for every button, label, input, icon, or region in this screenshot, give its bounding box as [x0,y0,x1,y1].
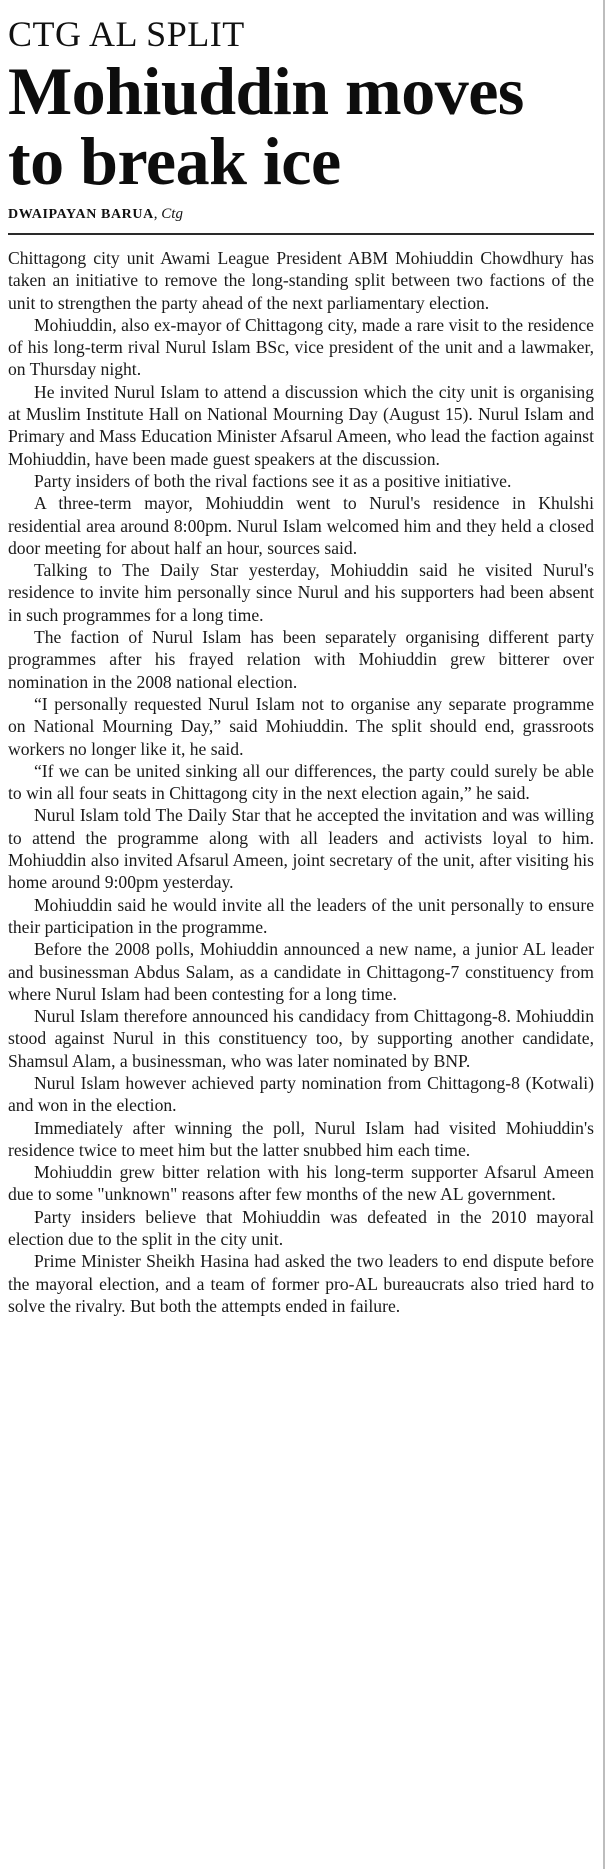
article [8,14,594,1317]
paragraph: Chittagong city unit Awami League President ABM Mohiuddin Chowdhury has taken an initiative to remove the long-standing split between two factions of the unit to strengthen the party ahead of the next parliamentary election. [8,248,594,313]
headline: Mohiuddin moves to break ice [8,53,524,199]
paragraph: Nurul Islam therefore announced his candidacy from Chittagong-8. Mohiuddin stood against Nurul in this constituency too, by supporting another candidate, Shamsul Alam, a businessman, who was later nominated by BNP. [8,1006,594,1071]
paragraph: “I personally requested Nurul Islam not to organise any separate programme on National Mourning Day,” said Mohiuddin. The split should end, grassroots workers no longer like it, he said. [8,693,594,759]
paragraph: Mohiuddin, also ex-mayor of Chittagong city, made a rare visit to the residence of his long-term rival Nurul Islam BSc, vice president of the unit and a lawmaker, on Thursday night. [8,314,594,380]
paragraph: Mohiuddin said he would invite all the leaders of the unit personally to ensure their participation in the programme. [8,894,594,937]
byline-location: Ctg [161,206,183,222]
paragraph: Party insiders of both the rival factions see it as a positive initiative. [34,470,512,491]
byline-author: DWAIPAYAN BARUA [8,207,154,222]
paragraph: Immediately after winning the poll, Nurul Islam had visited Mohiuddin's residence twice to meet him but the latter snubbed him each time. [8,1117,594,1160]
paragraph: Before the 2008 polls, Mohiuddin announced a new name, a junior AL leader and businessman Abdus Salam, as a candidate in Chittagong-7 constituency from where Nurul Islam had been contesting for a long time. [8,939,594,1004]
paragraph: Party insiders believe that Mohiuddin was defeated in the 2010 mayoral election due to the split in the city unit. [8,1206,594,1250]
kicker: CTG AL SPLIT [8,14,245,54]
paragraph: Prime Minister Sheikh Hasina had asked the two leaders to end dispute before the mayoral election, and a team of former pro-AL bureaucrats also tried hard to solve the rivalry. But both the attempts ended in failure. [8,1251,594,1316]
paragraph: A three-term mayor, Mohiuddin went to Nurul's residence in Khulshi residential area around 8:00pm. Nurul Islam welcomed him and they held a closed door meeting for about half an hour, sources said. [8,493,594,558]
paragraph: Nurul Islam told The Daily Star that he accepted the invitation and was willing to attend the programme along with all leaders and activists loyal to him. Mohiuddin also invited Afsarul Ameen, joint secretary of the unit, after visiting his home around 9:00pm yesterday. [8,805,594,893]
byline-rule [8,233,594,235]
paragraph: Nurul Islam however achieved party nomination from Chittagong-8 (Kotwali) and won in the election. [8,1072,594,1116]
paragraph: The faction of Nurul Islam has been separately organising different party programmes after his frayed relation with Mohiuddin grew bitterer over nomination in the 2008 national election. [8,627,594,692]
article-body [8,247,594,1317]
byline-separator: , [153,206,162,222]
paragraph: He invited Nurul Islam to attend a discussion which the city unit is organising at Muslim Institute Hall on National Mourning Day (August 15). Nurul Islam and Primary and Mass Education Minister Afsarul Ameen, who lead the faction against Mohiuddin, have been made guest speakers at the discussion. [8,381,594,469]
paragraph: “If we can be united sinking all our differences, the party could surely be able to win all four seats in Chittagong city in the next election again,” he said. [8,760,594,804]
column-divider [603,0,605,1869]
byline [8,204,594,225]
paragraph: Mohiuddin grew bitter relation with his long-term supporter Afsarul Ameen due to some "unknown" reasons after few months of the new AL government. [8,1162,594,1205]
paragraph: Talking to The Daily Star yesterday, Mohiuddin said he visited Nurul's residence to invite him personally since Nurul and his supporters had been absent in such programmes for a long time. [8,560,594,625]
